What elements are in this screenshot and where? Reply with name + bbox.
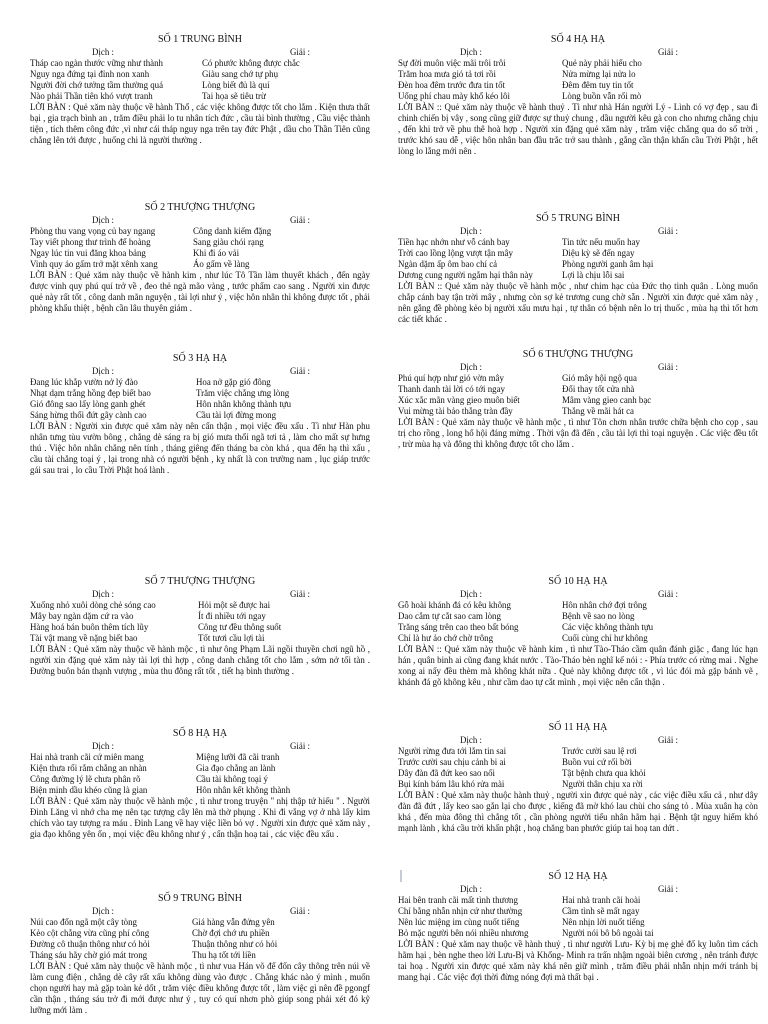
verse-line: Phú quí hợp như gió vờn mây [398, 373, 504, 383]
block-title: SỐ 9 TRUNG BÌNH [158, 893, 242, 904]
giai-header: Giải : [290, 906, 310, 916]
interpretation-line: Lòng biết đủ là quí [202, 80, 270, 90]
interpretation-line: Hôn nhân chớ đợi trông [562, 600, 647, 610]
commentary-text: LỜI BÀN : Quẻ xăm này thuộc về hành mộc , tì như ông Phạm Lãi ngồi thuyền chơi ngũ hồ , người xin đặng quẻ xăm này tài lợi thì hợp , công danh chẳng tốt cho lắm , sớm nở tối tàn . Đường buôn bán thạnh vượng , mùa thu đông rất tốt , tiết hạ bình thường . [30, 644, 370, 676]
verse-row [30, 752, 370, 763]
interpretation-line: Cầu tài không toại ý [196, 774, 268, 784]
verse-line: Hai nhà tranh cãi cứ miên mang [30, 752, 144, 762]
verse-row [30, 633, 370, 644]
interpretation-line: Sang giàu chói rạng [193, 237, 264, 247]
verse-line: Trăng sáng trên cao theo bất bóng [398, 622, 519, 632]
block-title: SỐ 6 THƯỢNG THƯỢNG [522, 349, 634, 360]
verse-row [30, 774, 370, 785]
column-headers [30, 906, 370, 917]
verse-row [30, 226, 370, 237]
verse-line: Bụi kính bám lâu khó rửa mài [398, 779, 505, 789]
verse-row [398, 906, 758, 917]
oracle-block-1 [30, 33, 370, 146]
verse-row [30, 399, 370, 410]
interpretation-line: Tật bệnh chưa qua khỏi [562, 768, 646, 778]
dich-header: Dịch : [92, 47, 114, 57]
block-title: SỐ 5 TRUNG BÌNH [536, 213, 620, 224]
verse-row [30, 58, 370, 69]
verse-line: Dao cắm tự cắt sao cam lòng [398, 611, 501, 621]
column-headers [398, 735, 758, 746]
commentary-text: LỜI BÀN :: Quẻ xăm này thuộc về hành kim , tì như Tào-Tháo cầm quân đánh giặc , đang lúc hạn hán , quân binh ai cũng đang khát nước . Tào-Tháo bèn nghĩ kế nói : - Phía trước có rừng mai . Nghe xong ai nấy đều thèm mà không khát nữa . Quẻ này không được tốt , vì lúc đói mà gặp bánh vẽ , khánh đá gõ không kêu , như cầm dao tự cắt mình , mọi việc nên cẩn thận . [398, 644, 758, 687]
commentary-text: LỜI BÀN : Quẻ xăm này thuộc về hành kim , như lúc Tô Tần làm thuyết khách , đến ngày được vinh quy phú quí trở về , đeo thẻ ngà mão vàng , tước phẩm cao sang . Người xin được quẻ này rất tốt , công danh mãn nguyện , tài lợi như ý , việc hôn nhân thì không được tốt , phải phòng khẩu thiệt , bệnh cần lâu thuyên giảm . [30, 270, 370, 313]
interpretation-line: Có phước không được chắc [202, 58, 300, 68]
verse-row [30, 928, 370, 939]
verse-line: Đèn hoa đêm trước đưa tin tốt [398, 80, 505, 90]
verse-row [30, 950, 370, 961]
verse-line: Gỗ hoài khánh đá có kêu không [398, 600, 511, 610]
block-title: SỐ 10 HẠ HẠ [548, 576, 608, 587]
interpretation-line: Khi đi áo vải [193, 248, 240, 258]
interpretation-line: Phòng người ganh âm hại [562, 259, 654, 269]
interpretation-line: Giàu sang chớ tự phụ [202, 69, 279, 79]
block-title: SỐ 3 HẠ HẠ [172, 353, 228, 364]
verse-line: Dương cung người ngắm hại thân này [398, 270, 533, 280]
interpretation-line: Áo gấm về làng [193, 259, 250, 269]
oracle-block-2 [30, 201, 370, 314]
verse-line: Thanh danh tài lời có tới ngay [398, 384, 505, 394]
commentary-text: LỜI BÀN :: Quẻ xăm này thuộc về hành mộc , như chim hạc của Đức thọ tinh quân . Lòng muốn chắp cánh bay tận trời mây , nhưng còn sợ kẻ trương cung chờ sẵn . Người xin được quẻ xăm này , nên gắng đề phòng kẻo bị người xấu mưu hại , tự thân có bệnh nên lo trị thuốc , mùa hạ thì tốt hơn các tiết khác . [398, 281, 758, 324]
interpretation-line: Thuận thông như có hỏi [192, 939, 278, 949]
verse-line: Đường cô thuận thông như có hỏi [30, 939, 150, 949]
verse-row [398, 406, 758, 417]
interpretation-line: Cầm tình sẽ mất ngay [562, 906, 640, 916]
interpretation-line: Tai họa sẽ tiêu trừ [202, 91, 266, 101]
interpretation-line: Người thân chịu xa rời [562, 779, 643, 789]
oracle-block-6 [398, 348, 758, 450]
dich-header: Dịch : [92, 906, 114, 916]
interpretation-line: Lợi là chịu lỗi sai [562, 270, 625, 280]
giai-header: Giải : [290, 741, 310, 751]
verse-row [398, 395, 758, 406]
verse-line: Nào phải Thần tiên khó vượt tranh [30, 91, 153, 101]
column-headers [30, 589, 370, 600]
verse-row [398, 622, 758, 633]
interpretation-line: Thắng về mãi hát ca [562, 406, 634, 416]
verse-line: Ngàn dặm ấp ôm bao chí cả [398, 259, 498, 269]
dich-header: Dịch : [92, 589, 114, 599]
interpretation-line: Đổi thay tốt cửa nhà [562, 384, 635, 394]
interpretation-line: Nửa mừng lại nửa lo [562, 69, 636, 79]
verse-row [398, 768, 758, 779]
verse-line: Trăm hoa mưa gió tả tơi rồi [398, 69, 496, 79]
column-headers [30, 47, 370, 58]
interpretation-line: Gió mây hội ngộ qua [562, 373, 637, 383]
verse-row [398, 633, 758, 644]
verse-line: Sự đời muôn việc mãi trôi trôi [398, 58, 506, 68]
giai-header: Giải : [290, 215, 310, 225]
verse-row [30, 259, 370, 270]
commentary-text: LỜI BÀN : Quẻ xăm này thuộc hành thuỷ , người xin được quẻ này , các việc điều xấu cả , như dây đàn đã đứt , lấy keo sao gắn lại cho được , kiếng đã mờ khó lau chùi cho sáng tỏ . Mùa xuân hạ còn khá , đến mùa đông thì chẳng tốt , cần phòng người tiểu nhân hãm hại . Bệnh tật nguy hiểm khó mạnh lành , khá cầu trời khấn phật , hoạ chăng ban phước giúp tai hoạ tan dứt . [398, 790, 758, 833]
verse-row [398, 80, 758, 91]
verse-row [398, 270, 758, 281]
block-title: SỐ 1 TRUNG BÌNH [158, 34, 242, 45]
interpretation-line: Các việc không thành tựu [562, 622, 654, 632]
interpretation-line: Miệng lưỡi đã cãi tranh [196, 752, 280, 762]
commentary-text: LỜI BÀN : Quẻ xăm này thuộc về hành mộc , tì như Tôn chơn nhân trước chữa bệnh cho cọp , sau trị cho rồng , long hổ hội đáng mừng . Thời vận đã đến , cầu tài lợi thì toại nguyện . Các việc đều tốt , trừ mùa hạ và đông thì không được tốt cho lắm . [398, 417, 758, 449]
verse-row [30, 377, 370, 388]
giai-header: Giải : [658, 735, 678, 745]
interpretation-line: Bệnh về sao no lòng [562, 611, 635, 621]
column-headers [398, 47, 758, 58]
verse-row [398, 69, 758, 80]
verse-line: Kẻo cột chẳng vừa cũng phí công [30, 928, 150, 938]
oracle-block-5 [398, 212, 758, 325]
verse-line: Nhạt dạm trắng hồng đẹp biết bao [30, 388, 151, 398]
verse-line: Nên lúc miệng im cùng nuốt tiếng [398, 917, 520, 927]
dich-header: Dịch : [460, 362, 482, 372]
interpretation-line: Lòng buồn vẫn rối mò [562, 91, 642, 101]
verse-line: Vinh quy áo gấm trở mặt xênh xang [30, 259, 158, 269]
verse-line: Trước cười sau chịu cảnh bi ai [398, 757, 506, 767]
interpretation-line: Ít đi nhiều tới ngay [198, 611, 266, 621]
verse-row [398, 895, 758, 906]
column-headers [30, 215, 370, 226]
verse-row [398, 746, 758, 757]
verse-line: Kiện thưa rối rắm chẳng an nhàn [30, 763, 147, 773]
verse-line: Tháp cao ngàn thước vững như thành [30, 58, 163, 68]
commentary-text: LỜI BÀN : Quẻ xăm nay thuộc về hành thuỷ , tì như người Lưu- Kỳ bị mẹ ghẻ đố kỵ luôn tìm cách hãm hại , bèn nghe theo lời Lưu-Bị và Khổng- Minh ra trấn nhậm ngoài biên cương , nên tránh được tai hoạ . Người xin được quẻ xăm này khá nên giữ mình , trăm điều phải nhẫn nhịn mới tránh bị mang hại . Các việc đợi thời đừng nóng đợi mà thất bại . [398, 939, 758, 982]
verse-row [30, 80, 370, 91]
block-title: SỐ 12 HẠ HẠ [548, 871, 608, 882]
verse-line: Tiền hạc nhớn như vỗ cánh bay [398, 237, 510, 247]
interpretation-line: Hôn nhân không thành tựu [196, 399, 292, 409]
dich-header: Dịch : [460, 47, 482, 57]
verse-line: Đang lúc khắp vườn nở lý đào [30, 377, 138, 387]
interpretation-line: Tin tức nếu muốn hay [562, 237, 640, 247]
verse-row [30, 69, 370, 80]
verse-line: Mây bay ngàn dặm cứ ra vào [30, 611, 134, 621]
interpretation-line: Hôn nhân kết không thành [196, 785, 291, 795]
verse-row [398, 373, 758, 384]
verse-row [30, 785, 370, 796]
interpretation-line: Quẻ này phải hiểu cho [562, 58, 642, 68]
verse-line: Hai bên tranh cãi mất tình thương [398, 895, 518, 905]
verse-row [398, 248, 758, 259]
verse-line: Núi cao đổn ngã một cây tòng [30, 917, 137, 927]
verse-row [30, 917, 370, 928]
verse-row [30, 611, 370, 622]
verse-row [398, 757, 758, 768]
interpretation-line: Nên nhịn lời nuốt tiếng [562, 917, 645, 927]
dich-header: Dịch : [460, 884, 482, 894]
verse-row [398, 917, 758, 928]
verse-line: Xuống nhỏ xuôi dòng chẻ sóng cao [30, 600, 156, 610]
verse-line: Bỏ mặc người bên nói nhiều nhương [398, 928, 529, 938]
giai-header: Giải : [290, 47, 310, 57]
dich-header: Dịch : [460, 589, 482, 599]
column-headers [30, 741, 370, 752]
interpretation-line: Tốt tươi cầu lợi tài [198, 633, 265, 643]
verse-line: Trời cao lồng lộng vượt tận mây [398, 248, 513, 258]
verse-line: Chỉ bằng nhẫn nhịn cứ như thường [398, 906, 523, 916]
giai-header: Giải : [658, 226, 678, 236]
oracle-block-10 [398, 575, 758, 688]
commentary-text: LỜI BÀN : Quẻ xăm này thuộc về hành mộc , tì như vua Hán võ để đốn cây thông trên núi về làm cung điện , chẳng dè cây rất xấu không dùng vào được . Chẳng khác nào ý mình , muốn chọn người hay mà gặp toàn kẻ dốt , trăm việc điều không được tốt , làm việc gì nên đề pgongf cần thận , tháng sáu trở đi mới được như ý , tuy có quí nhơn phò giúp song phải xét đó kỹ lưỡng mới làm . [30, 961, 370, 1015]
verse-row [398, 600, 758, 611]
interpretation-line: Diệu kỳ sẽ đến ngay [562, 248, 635, 258]
verse-line: Xúc xắc mãn vàng gieo muôn biết [398, 395, 520, 405]
verse-line: Nguy nga đứng tại đỉnh non xanh [30, 69, 150, 79]
interpretation-line: Cuối cùng chỉ hư không [562, 633, 648, 643]
oracle-block-9 [30, 892, 370, 1016]
oracle-block-3 [30, 352, 370, 476]
verse-row [30, 248, 370, 259]
verse-line: Gió đông sao lấy lòng ganh ghét [30, 399, 146, 409]
interpretation-line: Trăm việc chẳng ưng lòng [196, 388, 290, 398]
verse-row [398, 779, 758, 790]
dich-header: Dịch : [92, 215, 114, 225]
commentary-text: LỜI BÀN :: Quẻ xăm này thuộc về hành thuỷ . Tì như nhà Hán người Lý - Lình có vợ đẹp , sau đi chinh chiến bị vây , song cũng giữ được sự thuỷ chung , dầu người kêu gà con cho nhưng chẳng chịu , đến khi trở về phu thê hoà hợp . Người xin đặng quẻ xăm này , trăm việc chẳng qua do số trời , trước khó sau dễ , việc hôn nhân ban đầu trắc trở sau thành , gắng cần thận khấn cầu Trời Phật , hết lòng lo lắng mới nên . [398, 102, 758, 156]
verse-row [30, 622, 370, 633]
verse-row [398, 237, 758, 248]
column-headers [398, 884, 758, 895]
interpretation-line: Đêm đêm tuy tin tốt [562, 80, 634, 90]
giai-header: Giải : [658, 47, 678, 57]
verse-line: Biện minh dầu khéo cũng là gian [30, 785, 148, 795]
giai-header: Giải : [658, 362, 678, 372]
interpretation-line: Công tư đều thông suốt [198, 622, 282, 632]
interpretation-line: Người nói bô bô ngoài tai [562, 928, 654, 938]
verse-row [398, 58, 758, 69]
verse-line: Người đời chớ tưởng tầm thường quá [30, 80, 164, 90]
oracle-block-7 [30, 575, 370, 677]
verse-line: Hàng hoá bán buôn thêm tích lũy [30, 622, 149, 632]
verse-row [30, 388, 370, 399]
verse-row [398, 384, 758, 395]
interpretation-line: Giá hàng vẫn đứng yên [192, 917, 275, 927]
column-headers [398, 226, 758, 237]
interpretation-line: Chờ đợi chớ ưu phiền [192, 928, 270, 938]
interpretation-line: Mâm vàng gieo canh bạc [562, 395, 652, 405]
verse-line: Uổng phí chau mày khổ kéo lôi [398, 91, 510, 101]
oracle-block-4 [398, 33, 758, 157]
interpretation-line: Thu hạ tốt tới liền [192, 950, 256, 960]
interpretation-line: Buồn vui cứ rối bời [562, 757, 632, 767]
block-title: SỐ 8 HẠ HẠ [172, 728, 228, 739]
verse-line: Tháng sáu hãy chờ gió mát trong [30, 950, 148, 960]
oracle-block-8 [30, 727, 370, 840]
interpretation-line: Hoa nở gặp gió đông [196, 377, 271, 387]
verse-line: Người rừng đưa tới lắm tin sai [398, 746, 507, 756]
verse-row [398, 91, 758, 102]
interpretation-line: Hỏi một sẽ được hai [198, 600, 271, 610]
verse-line: Dây đàn đã đứt keo sao nối [398, 768, 495, 778]
giai-header: Giải : [290, 366, 310, 376]
block-title: SỐ 7 THƯỢNG THƯỢNG [144, 576, 256, 587]
column-headers [398, 589, 758, 600]
column-headers [398, 362, 758, 373]
verse-row [398, 928, 758, 939]
column-headers [30, 366, 370, 377]
dich-header: Dịch : [92, 741, 114, 751]
verse-line: Vui mừng tài bảo thẳng tràn đầy [398, 406, 513, 416]
oracle-block-12 [398, 870, 758, 983]
verse-row [398, 611, 758, 622]
verse-line: Phòng thu vang vọng củ bay ngang [30, 226, 156, 236]
verse-row [30, 91, 370, 102]
verse-row [30, 410, 370, 421]
interpretation-line: Trước cười sau lệ rơi [562, 746, 637, 756]
verse-line: Sáng hừng thổi đứt gãy cành cao [30, 410, 147, 420]
verse-row [30, 939, 370, 950]
verse-line: Ngay lúc tin vui đăng khoa bảng [30, 248, 146, 258]
verse-line: Tài vật mang về nặng biết bao [30, 633, 138, 643]
dich-header: Dịch : [460, 735, 482, 745]
commentary-text: LỜI BÀN : Người xin được quẻ xăm này nên cẩn thận , mọi việc đều xấu . Tì như Hàn phu nhân tưng tùu vườn bông , chẳng dè sáng ra bị gió mưa thổi ngã tơi tả , làm cho mất sự hưng thú . Việc hôn nhân chẳng nên tính , tháng giêng đến tháng ba còn khá , qua đến hạ thì xấu , cầu tài chẳng toại ý , lại trong nhà có người bệnh , kỵ nhất là con trường nam , lục giáp trước gái sau trai , lo cầu Trời Phật hoá lành . [30, 421, 370, 475]
interpretation-line: Công danh kiếm đặng [193, 226, 272, 236]
interpretation-line: Cầu tài lợi đừng mong [196, 410, 277, 420]
block-title: SỐ 4 HẠ HẠ [550, 34, 606, 45]
interpretation-line: Gia đạo chẳng an lành [196, 763, 276, 773]
commentary-text: LỜI BÀN : Quẻ xăm này thuộc về hành Thổ , các việc không được tốt cho lắm . Kiện thưa thất bại , gia trạch bình an , trăm điều phải lo tu nhân tích đức , cầu tài bình thường , Cầu việc thành tiện , tích thêm công đức ,vì như cái tháp nguy nga trên tay đức Phật , dầu cho Thần Tiên cũng chẳng lên tới được , huống chi là người thường . [30, 102, 370, 145]
interpretation-line: Hai nhà tranh cãi hoài [562, 895, 641, 905]
giai-header: Giải : [658, 884, 678, 894]
dich-header: Dịch : [92, 366, 114, 376]
verse-line: Chỉ là hư ảo chớ chờ trông [398, 633, 494, 643]
block-title: SỐ 2 THƯỢNG THƯỢNG [144, 202, 256, 213]
giai-header: Giải : [658, 589, 678, 599]
verse-line: Công đường lý lẽ chưa phân rõ [30, 774, 141, 784]
oracle-block-11 [398, 721, 758, 834]
verse-row [30, 763, 370, 774]
verse-row [398, 259, 758, 270]
verse-row [30, 237, 370, 248]
dich-header: Dịch : [460, 226, 482, 236]
giai-header: Giải : [290, 589, 310, 599]
commentary-text: LỜI BÀN : Quẻ xăm này thuộc về hành mộc , tì như trong truyện " nhị thập tứ hiếu " . Người Đinh Lăng vì nhớ cha mẹ nên tạc tượng cây lên mà thờ phụng . Khi đi vắng vợ ở nhà lấy kim chích vào tay tượng ra máu . Đinh Lang về hay việc liền bỏ vợ . Người xin được quẻ xăm này , gia đạo không yên ổn , mọi việc đều không như ý , cẩn thận hoạ tai , các việc đều xấu . [30, 796, 370, 839]
block-title: SỐ 11 HẠ HẠ [548, 722, 608, 733]
verse-line: Tay viết phong thư trình để hoàng [30, 237, 151, 247]
verse-row [30, 600, 370, 611]
